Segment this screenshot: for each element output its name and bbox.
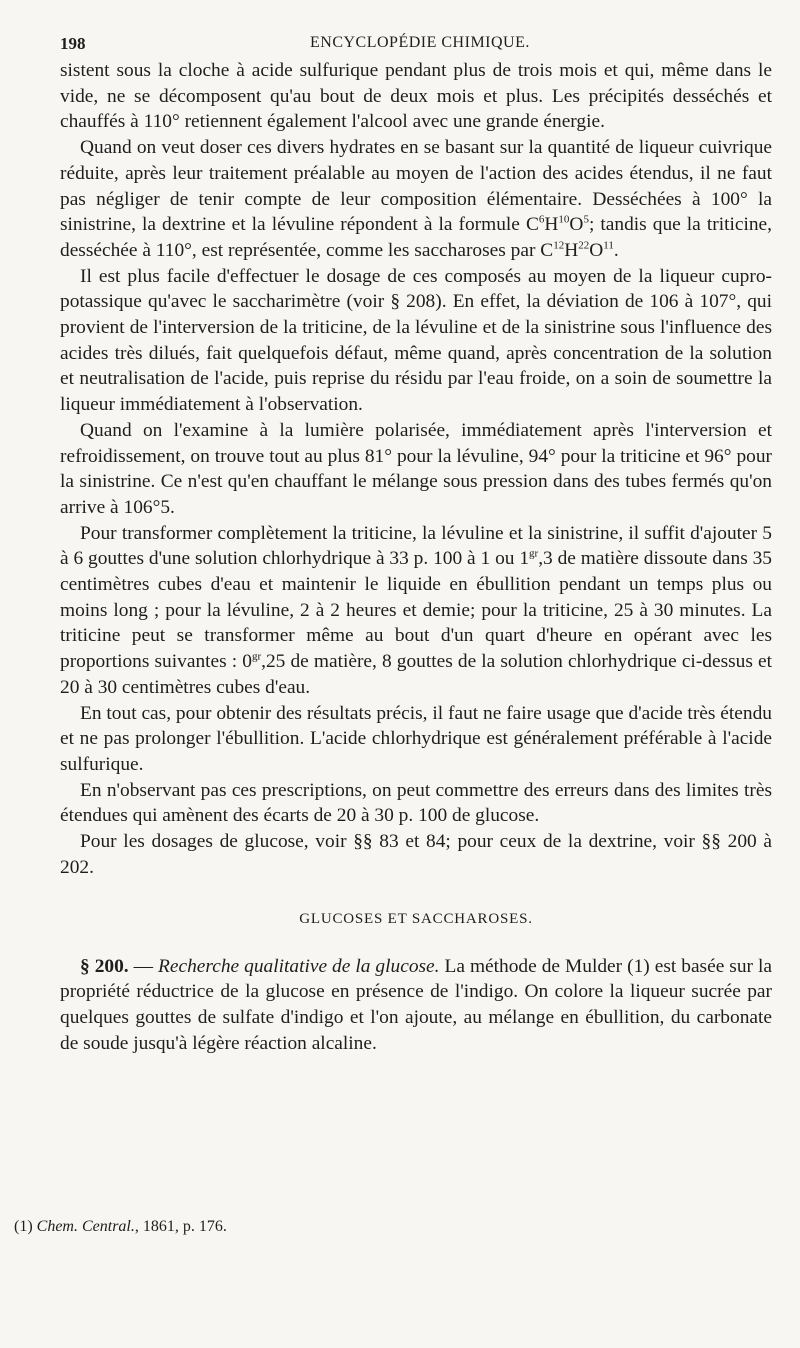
paragraph-8: Pour les dosages de glucose, voir §§ 83 et 84; pour ceux de la dextrine, voir §§ 200 à 202.	[60, 831, 772, 878]
paragraph-6: En tout cas, pour obtenir des résultats précis, il faut ne faire usage que d'acide très étendu et ne pas prolonger l'ébullition. L'acide chlorhydrique est généralement préférable à l'acide sulfurique.	[60, 702, 772, 775]
paragraph-4: Quand on l'examine à la lumière polarisée, immédiatement après l'interversion et refroidissement, on trouve tout au plus 81° pour la lévuline, 94° pour la triticine et 96° pour la sinistrine. Ce n'est qu'en chauffant le mélange sous pression dans des tubes fermés qu'on arrive à 106°5.	[60, 419, 772, 518]
page	[60, 30, 772, 1056]
footnote-source: Chem. Central.	[36, 1218, 135, 1235]
section-paragraph: § 200. — Recherche qualitative de la glucose. La méthode de Mulder (1) est basée sur la propriété réductrice de la glucose en présence de l'indigo. On colore la liqueur sucrée par quelques gouttes de sulfate d'indigo et l'on ajoute, au mélange en ébullition, du carbonate de soude jusqu'à légère réaction alcaline.	[60, 955, 772, 1054]
paragraph-5: Pour transformer complètement la triticine, la lévuline et la sinistrine, il suffit d'ajouter 5 à 6 gouttes d'une solution chlorhydrique à 33 p. 100 à 1 ou $1^{gr},3$ de matière dissoute dans 35 centimètres cubes d'eau et maintenir le liquide en ébullition pendant un temps plus ou moins long ; pour la lévuline, 2 à 2 heures et demie; pour la triticine, 25 à 30 minutes. La triticine peut se transformer même au bout d'un quart d'heure en opérant avec les proportions suivantes : $0^{gr},25$ de matière, 8 gouttes de la solution chlorhydrique ci-dessus et 20 à 30 centimètres cubes d'eau.	[60, 522, 773, 698]
page-number: 198	[60, 34, 86, 53]
footnote: (1) Chem. Central., 1861, p. 176.	[14, 1218, 227, 1235]
section-heading: GLUCOSES ET SACCHAROSES.	[299, 910, 533, 927]
running-title: ENCYCLOPÉDIE CHIMIQUE.	[310, 34, 530, 51]
section-title: Recherche qualitative de la glucose.	[158, 955, 440, 977]
paragraph-2: Quand on veut doser ces divers hydrates en se basant sur la quantité de liqueur cuivrique réduite, après leur traitement préalable au moyen de l'action des acides étendus, il ne faut pas négliger de tenir compte de leur composition élémentaire. Desséchées à 100° la sinistrine, la dextrine et la lévuline répondent à la formule $C^6H^{10}O^5$; tandis que la triticine, desséchée à 110°, est représentée, comme les saccharoses par $C^{12}H^{22}O^{11}$.	[60, 137, 772, 261]
paragraph-1: sistent sous la cloche à acide sulfurique pendant plus de trois mois et qui, même dans le vide, ne se décomposent qu'au bout de deux mois et plus. Les précipités desséchés et chauffés à 110° retiennent également l'alcool avec une grande énergie.	[60, 60, 772, 133]
page-header	[60, 30, 772, 58]
paragraph-7: En n'observant pas ces prescriptions, on peut commettre des erreurs dans des limites très étendues qui amènent des écarts de 20 à 30 p. 100 de glucose.	[60, 779, 772, 827]
section-number: § 200.	[80, 955, 129, 977]
paragraph-3: Il est plus facile d'effectuer le dosage de ces composés au moyen de la liqueur cupro-potassique qu'avec le saccharimètre (voir § 208). En effet, la déviation de 106 à 107°, qui provient de l'interversion de la triticine, de la lévuline et de la sinistrine sous l'influence des acides très dilués, fait quelquefois défaut, même quand, après concentration de la solution et neutralisation de l'acide, puis reprise du résidu par l'eau froide, on a soin de soumettre la liqueur immédiatement à l'observation.	[60, 265, 772, 416]
